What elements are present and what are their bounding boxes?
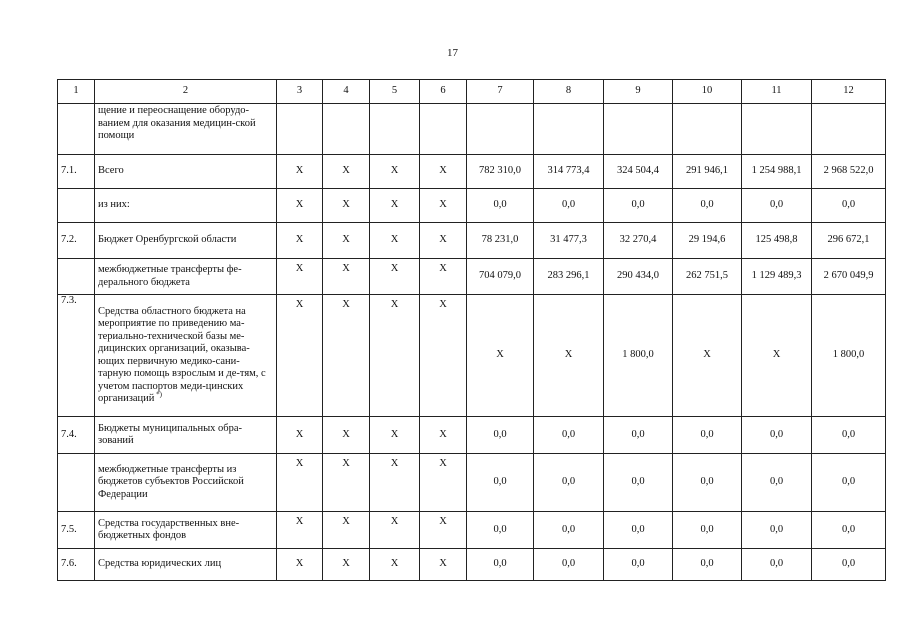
value-cell: 0,0 [467, 454, 534, 512]
value-cell: 1 254 988,1 [742, 155, 812, 189]
header-cell: 6 [420, 80, 467, 104]
x-cell: X [277, 512, 323, 549]
value-cell: 0,0 [534, 512, 604, 549]
value-cell: 0,0 [812, 417, 886, 454]
table-body [58, 104, 886, 581]
header-cell: 8 [534, 80, 604, 104]
x-cell: X [370, 155, 420, 189]
x-cell: X [277, 295, 323, 417]
value-cell: 31 477,3 [534, 223, 604, 259]
x-cell: X [277, 417, 323, 454]
header-cell: 5 [370, 80, 420, 104]
header-cell: 12 [812, 80, 886, 104]
row-name [95, 512, 277, 549]
x-cell: X [420, 295, 467, 417]
x-cell: X [277, 549, 323, 581]
x-cell: X [420, 454, 467, 512]
value-cell: 0,0 [673, 512, 742, 549]
value-cell: 32 270,4 [604, 223, 673, 259]
value-cell: 29 194,6 [673, 223, 742, 259]
row-name-text: межбюджетные трансферты из бюджетов субъектов Российской Федерации [98, 463, 244, 500]
table-row [58, 155, 886, 189]
table-row [58, 549, 886, 581]
row-number: 7.5. [58, 512, 95, 549]
x-cell: X [420, 512, 467, 549]
value-cell [673, 104, 742, 155]
row-name [95, 417, 277, 454]
x-cell: X [370, 417, 420, 454]
value-cell: 1 800,0 [812, 295, 886, 417]
value-cell: 0,0 [742, 512, 812, 549]
value-cell: 0,0 [812, 549, 886, 581]
row-number: 7.1. [58, 155, 95, 189]
value-cell: 0,0 [673, 454, 742, 512]
value-cell: 0,0 [812, 512, 886, 549]
x-cell: X [370, 189, 420, 223]
row-name [95, 549, 277, 581]
row-name [95, 189, 277, 223]
row-name-text: Средства областного бюджета на мероприятие по приведению ма-териально-технической базы ме-дицинских организаций, оказыва-ющих первичную медико-сани-тарную помощь взрослым и де-тям, с учетом паспортов меди-цинских организаций [98, 305, 266, 404]
value-cell: X [534, 295, 604, 417]
row-name-text: из них: [98, 199, 130, 211]
value-cell: 704 079,0 [467, 259, 534, 295]
x-cell: X [420, 259, 467, 295]
footnote-marker: *) [154, 390, 162, 399]
row-name-text: Бюджет Оренбургской области [98, 234, 237, 246]
x-cell: X [277, 259, 323, 295]
table-row [58, 417, 886, 454]
x-cell: X [370, 512, 420, 549]
x-cell: X [323, 223, 370, 259]
x-cell: X [370, 223, 420, 259]
row-name-text: Средства юридических лиц [98, 558, 222, 570]
row-name [95, 454, 277, 512]
table-row [58, 259, 886, 295]
value-cell: 0,0 [742, 454, 812, 512]
value-cell: 0,0 [742, 417, 812, 454]
value-cell: 1 800,0 [604, 295, 673, 417]
x-cell: X [323, 417, 370, 454]
value-cell: 0,0 [673, 417, 742, 454]
header-cell: 10 [673, 80, 742, 104]
row-number [58, 454, 95, 512]
x-cell: X [323, 295, 370, 417]
value-cell: 291 946,1 [673, 155, 742, 189]
x-cell: X [277, 454, 323, 512]
value-cell: 0,0 [604, 417, 673, 454]
row-name-text: Бюджеты муниципальных обра-зований [98, 422, 243, 446]
x-cell: X [277, 189, 323, 223]
value-cell: X [467, 295, 534, 417]
value-cell: 782 310,0 [467, 155, 534, 189]
value-cell [812, 104, 886, 155]
value-cell: 0,0 [812, 454, 886, 512]
table-row [58, 295, 886, 417]
value-cell: 0,0 [604, 189, 673, 223]
x-cell: X [323, 549, 370, 581]
row-number: 7.6. [58, 549, 95, 581]
table-row [58, 104, 886, 155]
value-cell: 0,0 [534, 189, 604, 223]
value-cell: X [673, 295, 742, 417]
value-cell: 0,0 [812, 189, 886, 223]
row-number: 7.4. [58, 417, 95, 454]
x-cell: X [323, 155, 370, 189]
row-name [95, 259, 277, 295]
x-cell: X [420, 549, 467, 581]
table-row [58, 454, 886, 512]
value-cell: 0,0 [534, 549, 604, 581]
value-cell: 324 504,4 [604, 155, 673, 189]
header-cell: 7 [467, 80, 534, 104]
table-row [58, 223, 886, 259]
x-cell: X [323, 189, 370, 223]
value-cell: 0,0 [742, 549, 812, 581]
row-name [95, 104, 277, 155]
value-cell: 0,0 [467, 512, 534, 549]
header-row [58, 80, 886, 104]
value-cell: 0,0 [604, 549, 673, 581]
x-cell [323, 104, 370, 155]
value-cell: 0,0 [742, 189, 812, 223]
value-cell: 78 231,0 [467, 223, 534, 259]
x-cell: X [420, 155, 467, 189]
row-name [95, 295, 277, 417]
header-cell: 11 [742, 80, 812, 104]
x-cell [277, 104, 323, 155]
row-name-text: межбюджетные трансферты фе-дерального бюджета [98, 264, 242, 288]
header-cell: 3 [277, 80, 323, 104]
value-cell: 2 968 522,0 [812, 155, 886, 189]
x-cell: X [370, 549, 420, 581]
value-cell [467, 104, 534, 155]
x-cell: X [323, 454, 370, 512]
x-cell: X [370, 259, 420, 295]
value-cell: 2 670 049,9 [812, 259, 886, 295]
value-cell: X [742, 295, 812, 417]
value-cell: 0,0 [673, 189, 742, 223]
value-cell: 290 434,0 [604, 259, 673, 295]
value-cell: 314 773,4 [534, 155, 604, 189]
row-number [58, 189, 95, 223]
financing-table [57, 79, 886, 581]
value-cell: 262 751,5 [673, 259, 742, 295]
x-cell: X [420, 189, 467, 223]
value-cell: 125 498,8 [742, 223, 812, 259]
row-number [58, 259, 95, 295]
value-cell: 0,0 [604, 512, 673, 549]
value-cell [742, 104, 812, 155]
value-cell: 0,0 [673, 549, 742, 581]
x-cell [420, 104, 467, 155]
value-cell: 0,0 [534, 454, 604, 512]
x-cell: X [370, 454, 420, 512]
page-number: 17 [447, 47, 458, 59]
value-cell [604, 104, 673, 155]
x-cell: X [323, 259, 370, 295]
row-name-text: щение и переоснащение оборудо-ванием для оказания медицин-ской помощи [98, 105, 256, 141]
row-name-text: Всего [98, 165, 124, 177]
value-cell: 0,0 [604, 454, 673, 512]
value-cell: 0,0 [534, 417, 604, 454]
table-row [58, 512, 886, 549]
x-cell: X [420, 223, 467, 259]
header-cell: 1 [58, 80, 95, 104]
row-name [95, 155, 277, 189]
row-name-text: Средства государственных вне-бюджетных фондов [98, 517, 240, 541]
row-name [95, 223, 277, 259]
header-cell: 4 [323, 80, 370, 104]
value-cell: 0,0 [467, 549, 534, 581]
value-cell: 283 296,1 [534, 259, 604, 295]
value-cell: 0,0 [467, 417, 534, 454]
row-number: 7.2. [58, 223, 95, 259]
x-cell: X [420, 417, 467, 454]
x-cell: X [323, 512, 370, 549]
value-cell: 1 129 489,3 [742, 259, 812, 295]
value-cell: 296 672,1 [812, 223, 886, 259]
x-cell: X [277, 223, 323, 259]
table-row [58, 189, 886, 223]
row-number: 7.3. [58, 295, 95, 417]
header-cell: 2 [95, 80, 277, 104]
header-cell: 9 [604, 80, 673, 104]
x-cell: X [277, 155, 323, 189]
x-cell [370, 104, 420, 155]
value-cell [534, 104, 604, 155]
x-cell: X [370, 295, 420, 417]
value-cell: 0,0 [467, 189, 534, 223]
row-number [58, 104, 95, 155]
